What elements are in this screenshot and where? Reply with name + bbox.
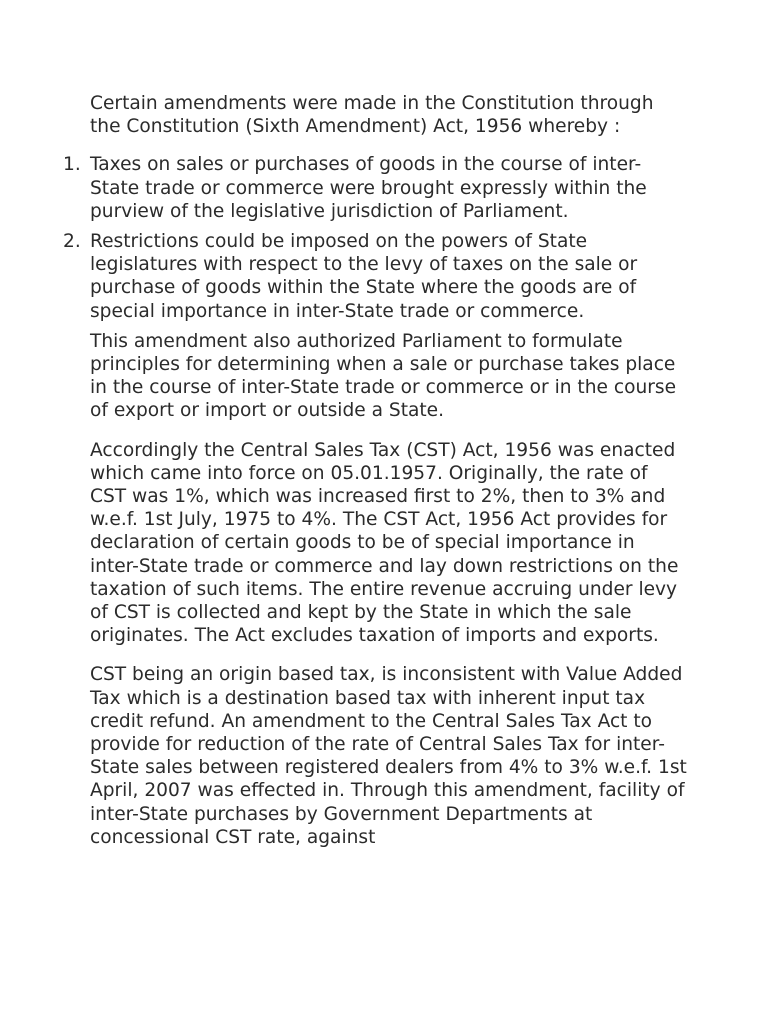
list-item-text: Taxes on sales or purchases of goods in the course of inter-State trade or commerce were brought expressly within the purview of the legislative jurisdiction of Parliament. (90, 154, 647, 222)
list-item-text: Restrictions could be imposed on the powers of State legislatures with respect to the levy of taxes on the sale or purchase of goods within the State where the goods are of special importance in inter-State trade or commerce. (90, 231, 638, 322)
list-item-number: 2. (63, 231, 81, 253)
list-item-number: 1. (63, 154, 81, 176)
cst-act-paragraph: Accordingly the Central Sales Tax (CST) Act, 1956 was enacted which came into force on 05.01.1957. Originally, the rate of CST was 1%, which was increased first to 2%, then to 3% and w.e.f. 1st July, 1975 to 4%. The CST Act, 1956 Act provides for declaration of certain goods to be of special importance in inter-State trade or commerce and lay down restrictions on the taxation of such items. The entire revenue accruing under levy of CST is collected and kept by the State in which the sale originates. The Act excludes taxation of imports and exports. (90, 439, 679, 647)
amendment-list (63, 153, 688, 322)
list-item (63, 153, 688, 223)
list-item (63, 230, 688, 323)
intro-paragraph: Certain amendments were made in the Constitution through the Constitution (Sixth Amendment) Act, 1956 whereby : (90, 93, 654, 138)
origin-tax-paragraph: CST being an origin based tax, is inconsistent with Value Added Tax which is a destination based tax with inherent input tax credit refund. An amendment to the Central Sales Tax Act to provide for reduction of the rate of Central Sales Tax for inter-State sales between registered dealers from 4% to 3% w.e.f. 1st April, 2007 was effected in. Through this amendment, facility of inter-State purchases by Government Departments at concessional CST rate, against (90, 664, 687, 848)
authorization-paragraph: This amendment also authorized Parliament to formulate principles for determining when a sale or purchase takes place in the course of inter-State trade or commerce or in the course of export or import or outside a State. (90, 330, 677, 422)
